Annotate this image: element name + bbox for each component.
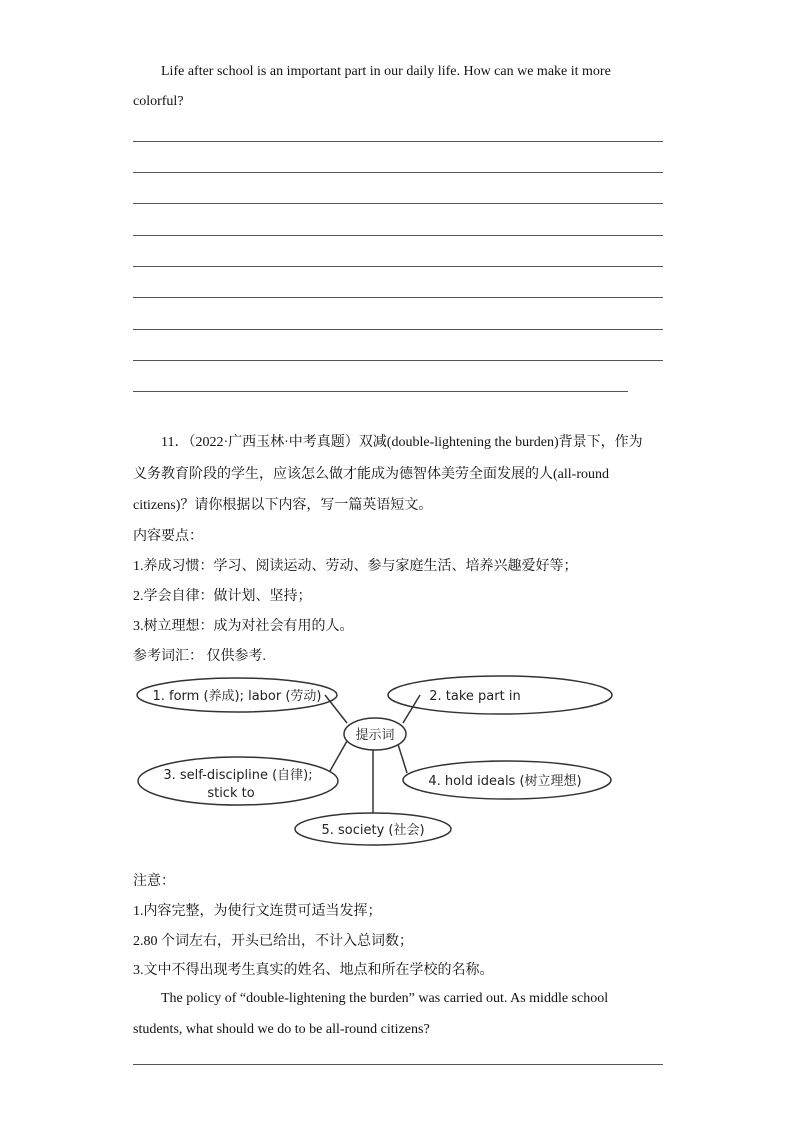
writing-line[interactable] — [133, 172, 663, 173]
point-item: 2.学会自律：做计划、坚持； — [133, 589, 312, 604]
mindmap-center: 提示词 — [355, 728, 395, 743]
connector-line — [330, 741, 347, 771]
points-title: 内容要点： — [133, 529, 203, 544]
opening-line-2: students, what should we do to be all-round citizens? — [133, 1022, 430, 1037]
mindmap-node-1: 1. form (养成); labor (劳动) — [152, 689, 322, 704]
writing-line[interactable] — [133, 235, 663, 236]
vocab-mindmap — [135, 671, 620, 851]
note-item: 3.文中不得出现考生真实的姓名、地点和所在学校的名称。 — [133, 963, 494, 978]
note-item: 2.80 个词左右，开头已给出，不计入总词数； — [133, 934, 413, 949]
question-11-line-1: 11．（2022·广西玉林·中考真题）双减(double-lightening the burden)背景下，作为 — [161, 435, 643, 450]
writing-line[interactable] — [133, 266, 663, 267]
point-item: 1.养成习惯：学习、阅读运动、劳动、参与家庭生活、培养兴趣爱好等； — [133, 559, 578, 574]
writing-line[interactable] — [133, 329, 663, 330]
vocab-title: 参考词汇： 仅供参考. — [133, 649, 266, 664]
point-item: 3.树立理想：成为对社会有用的人。 — [133, 619, 354, 634]
note-item: 1.内容完整，为使行文连贯可适当发挥； — [133, 904, 382, 919]
writing-line[interactable] — [133, 141, 663, 142]
connector-line — [403, 695, 420, 723]
writing-line[interactable] — [133, 1064, 663, 1065]
writing-line[interactable] — [133, 297, 663, 298]
connector-line — [325, 695, 347, 723]
question-11-line-3: citizens)？请你根据以下内容，写一篇英语短文。 — [133, 498, 433, 513]
opening-line-1: The policy of “double-lightening the burden” was carried out. As middle school — [161, 991, 609, 1006]
notes-title: 注意： — [133, 874, 175, 889]
connector-line — [397, 741, 407, 773]
writing-line[interactable] — [133, 203, 663, 204]
question-11-line-2: 义务教育阶段的学生，应该怎么做才能成为德智体美劳全面发展的人(all-round — [133, 467, 609, 482]
mindmap-node-4: 4. hold ideals (树立理想) — [428, 774, 582, 789]
writing-line[interactable] — [133, 391, 628, 392]
mindmap-node-3: 3. self-discipline (自律); — [163, 768, 313, 783]
writing-line[interactable] — [133, 360, 663, 361]
intro-line-1: Life after school is an important part in our daily life. How can we make it more — [161, 64, 611, 79]
intro-line-2: colorful? — [133, 94, 184, 109]
mindmap-node-3-line-2: stick to — [207, 786, 255, 801]
mindmap-node-5: 5. society (社会) — [321, 823, 425, 838]
mindmap-node-2: 2. take part in — [429, 689, 521, 704]
